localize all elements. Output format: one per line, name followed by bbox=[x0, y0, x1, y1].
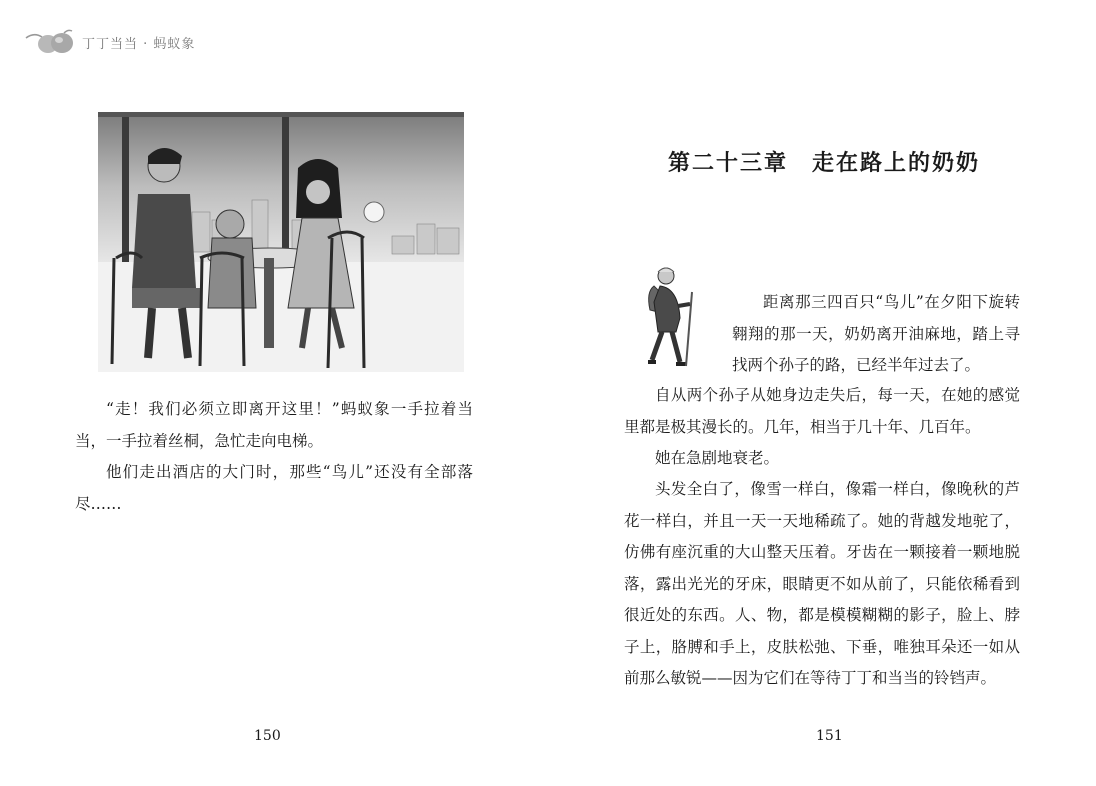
paragraph: 头发全白了，像雪一样白，像霜一样白，像晚秋的芦花一样白，并且一天一天地稀疏了。她的背越发地驼了，仿佛有座沉重的大山整天压着。牙齿在一颗接着一颗地脱落，露出光光的牙床，眼睛更不如从前了，只能依稀看到很近处的东西。人、物，都是模模糊糊的影子，脸上、脖子上，胳膊和手上，皮肤松弛、下垂，唯独耳朵还一如从前那么敏锐——因为它们在等待丁丁和当当的铃铛声。 bbox=[624, 480, 1020, 687]
page-number: 151 bbox=[816, 728, 843, 744]
paragraph: 他们走出酒店的大门时，那些“鸟儿”还没有全部落尽…… bbox=[75, 463, 473, 513]
intro-paragraph: 距离那三四百只“鸟儿”在夕阳下旋转翱翔的那一天，奶奶离开油麻地，踏上寻找两个孙子的路，已经半年过去了。 bbox=[732, 293, 1020, 374]
gourd-logo-icon bbox=[24, 28, 76, 56]
paragraph: 她在急剧地衰老。 bbox=[655, 449, 780, 467]
walking-grandmother-illustration bbox=[636, 262, 708, 372]
paragraph: 自从两个孙子从她身边走失后，每一天，在她的感觉里都是极其漫长的。几年，相当于几十年、几百年。 bbox=[624, 386, 1020, 436]
restaurant-window-illustration bbox=[92, 108, 468, 378]
page-number: 150 bbox=[254, 728, 281, 744]
paragraph: “走！我们必须立即离开这里！”蚂蚁象一手拉着当当，一手拉着丝桐，急忙走向电梯。 bbox=[75, 400, 473, 450]
right-page bbox=[548, 0, 1096, 786]
series-header bbox=[24, 28, 195, 56]
chapter-title: 第二十三章 走在路上的奶奶 bbox=[668, 150, 981, 176]
series-title: 丁丁当当 · 蚂蚁象 bbox=[82, 36, 196, 52]
